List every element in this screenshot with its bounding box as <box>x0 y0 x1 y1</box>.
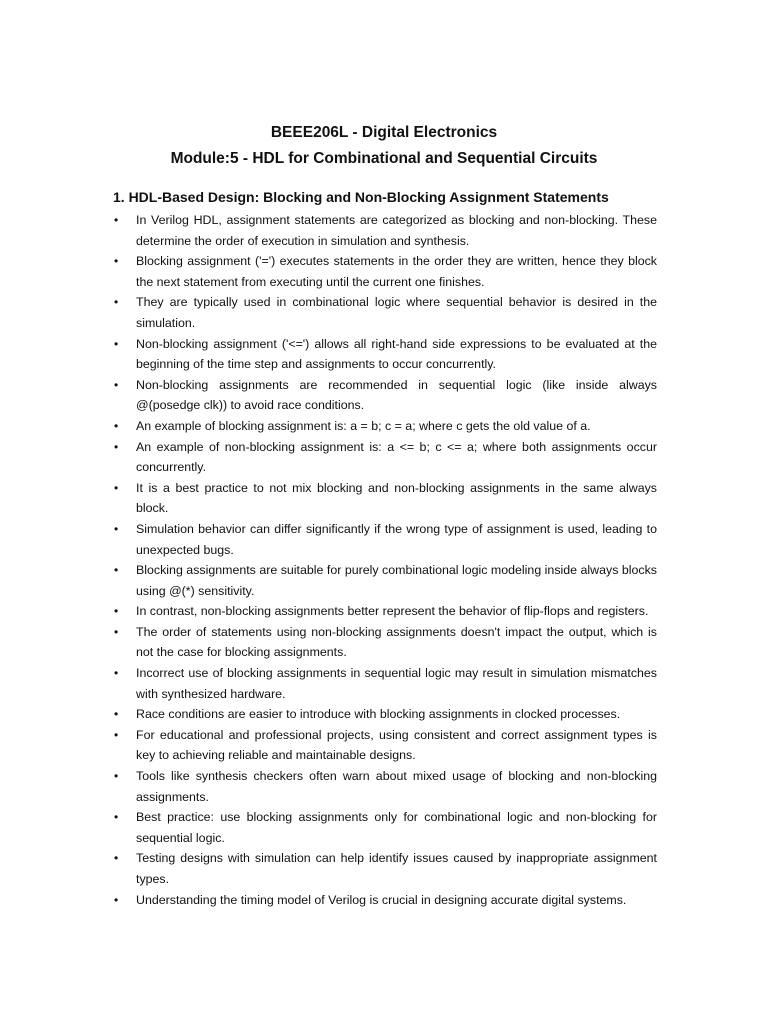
bullet-text: Best practice: use blocking assignments only for combinational logic and non-blocking for sequential logic. <box>136 810 657 845</box>
bullet-text: Non-blocking assignment ('<=') allows all right-hand side expressions to be evaluated at the beginning of the time step and assignments to occur concurrently. <box>136 336 657 372</box>
bullet-point-icon: • <box>114 563 119 578</box>
bullet-text: Race conditions are easier to introduce with blocking assignments in clocked processes. <box>136 707 621 722</box>
bullet-item <box>112 848 657 889</box>
bullet-item <box>112 437 657 478</box>
bullet-point-icon: • <box>114 624 119 639</box>
bullet-text: The order of statements using non-blocking assignments doesn't impact the output, which is not the case for blocking assignments. <box>136 624 657 660</box>
bullet-text: Incorrect use of blocking assignments in sequential logic may result in simulation mismatches with synthesized hardware. <box>136 666 657 701</box>
bullet-point-icon: • <box>114 892 119 907</box>
bullet-text: An example of non-blocking assignment is: a <= b; c <= a; where both assignments occur concurrently. <box>136 439 657 475</box>
bullet-text: In contrast, non-blocking assignments better represent the behavior of flip-flops and registers. <box>136 604 649 619</box>
bullet-text: Blocking assignments are suitable for purely combinational logic modeling inside always blocks using @(*) sensitivity. <box>136 563 657 598</box>
section-heading: 1. HDL-Based Design: Blocking and Non-Blocking Assignment Statements <box>113 189 609 205</box>
bullet-item <box>112 416 657 437</box>
bullet-item <box>112 210 657 251</box>
bullet-point-icon: • <box>114 418 119 433</box>
bullet-text: In Verilog HDL, assignment statements are categorized as blocking and non-blocking. These determine the order of execution in simulation and synthesis. <box>136 213 657 248</box>
bullet-text: Simulation behavior can differ significantly if the wrong type of assignment is used, leading to unexpected bugs. <box>136 521 657 557</box>
bullet-item <box>112 622 657 663</box>
bullet-item <box>112 663 657 704</box>
bullet-text: It is a best practice to not mix blocking and non-blocking assignments in the same always block. <box>136 480 657 516</box>
bullet-item <box>112 375 657 416</box>
bullet-item <box>112 560 657 601</box>
document-title: BEEE206L - Digital Electronics <box>270 124 498 141</box>
bullet-item <box>112 478 657 519</box>
bullet-point-icon: • <box>114 521 119 536</box>
bullet-point-icon: • <box>114 851 119 866</box>
bullet-point-icon: • <box>114 254 119 269</box>
bullet-text: Blocking assignment ('=') executes statements in the order they are written, hence they block the next statement from executing until the current one finishes. <box>136 254 657 289</box>
bullet-item <box>112 519 657 560</box>
bullet-point-icon: • <box>114 604 119 619</box>
bullet-point-icon: • <box>114 480 119 495</box>
bullet-item <box>112 807 657 848</box>
bullet-point-icon: • <box>114 666 119 681</box>
bullet-text: An example of blocking assignment is: a = b; c = a; where c gets the old value of a. <box>136 418 591 433</box>
bullet-point-icon: • <box>114 707 119 722</box>
bullet-point-icon: • <box>114 727 119 742</box>
bullet-text: For educational and professional projects, using consistent and correct assignment types is key to achieving reliable and maintainable designs. <box>136 727 657 763</box>
bullet-text: Testing designs with simulation can help identify issues caused by inappropriate assignment types. <box>136 851 657 886</box>
bullet-point-icon: • <box>114 213 119 227</box>
bullet-item <box>112 251 657 292</box>
bullet-item <box>112 890 657 911</box>
bullet-item <box>112 725 657 766</box>
bullet-list <box>112 210 657 910</box>
bullet-item <box>112 704 657 725</box>
bullet-point-icon: • <box>114 439 119 454</box>
bullet-point-icon: • <box>114 336 119 351</box>
bullet-item <box>112 334 657 375</box>
document-subtitle: Module:5 - HDL for Combinational and Sequential Circuits <box>170 150 598 167</box>
bullet-point-icon: • <box>114 810 119 825</box>
bullet-item <box>112 292 657 333</box>
bullet-point-icon: • <box>114 377 119 392</box>
bullet-point-icon: • <box>114 769 119 784</box>
bullet-item <box>112 601 657 622</box>
bullet-text: Non-blocking assignments are recommended in sequential logic (like inside always @(posedge clk)) to avoid race conditions. <box>136 377 657 413</box>
bullet-text: They are typically used in combinational logic where sequential behavior is desired in the simulation. <box>136 295 657 330</box>
bullet-text: Tools like synthesis checkers often warn about mixed usage of blocking and non-blocking assignments. <box>136 769 657 804</box>
bullet-text: Understanding the timing model of Verilog is crucial in designing accurate digital systems. <box>136 892 627 907</box>
bullet-point-icon: • <box>114 295 119 310</box>
bullet-item <box>112 766 657 807</box>
